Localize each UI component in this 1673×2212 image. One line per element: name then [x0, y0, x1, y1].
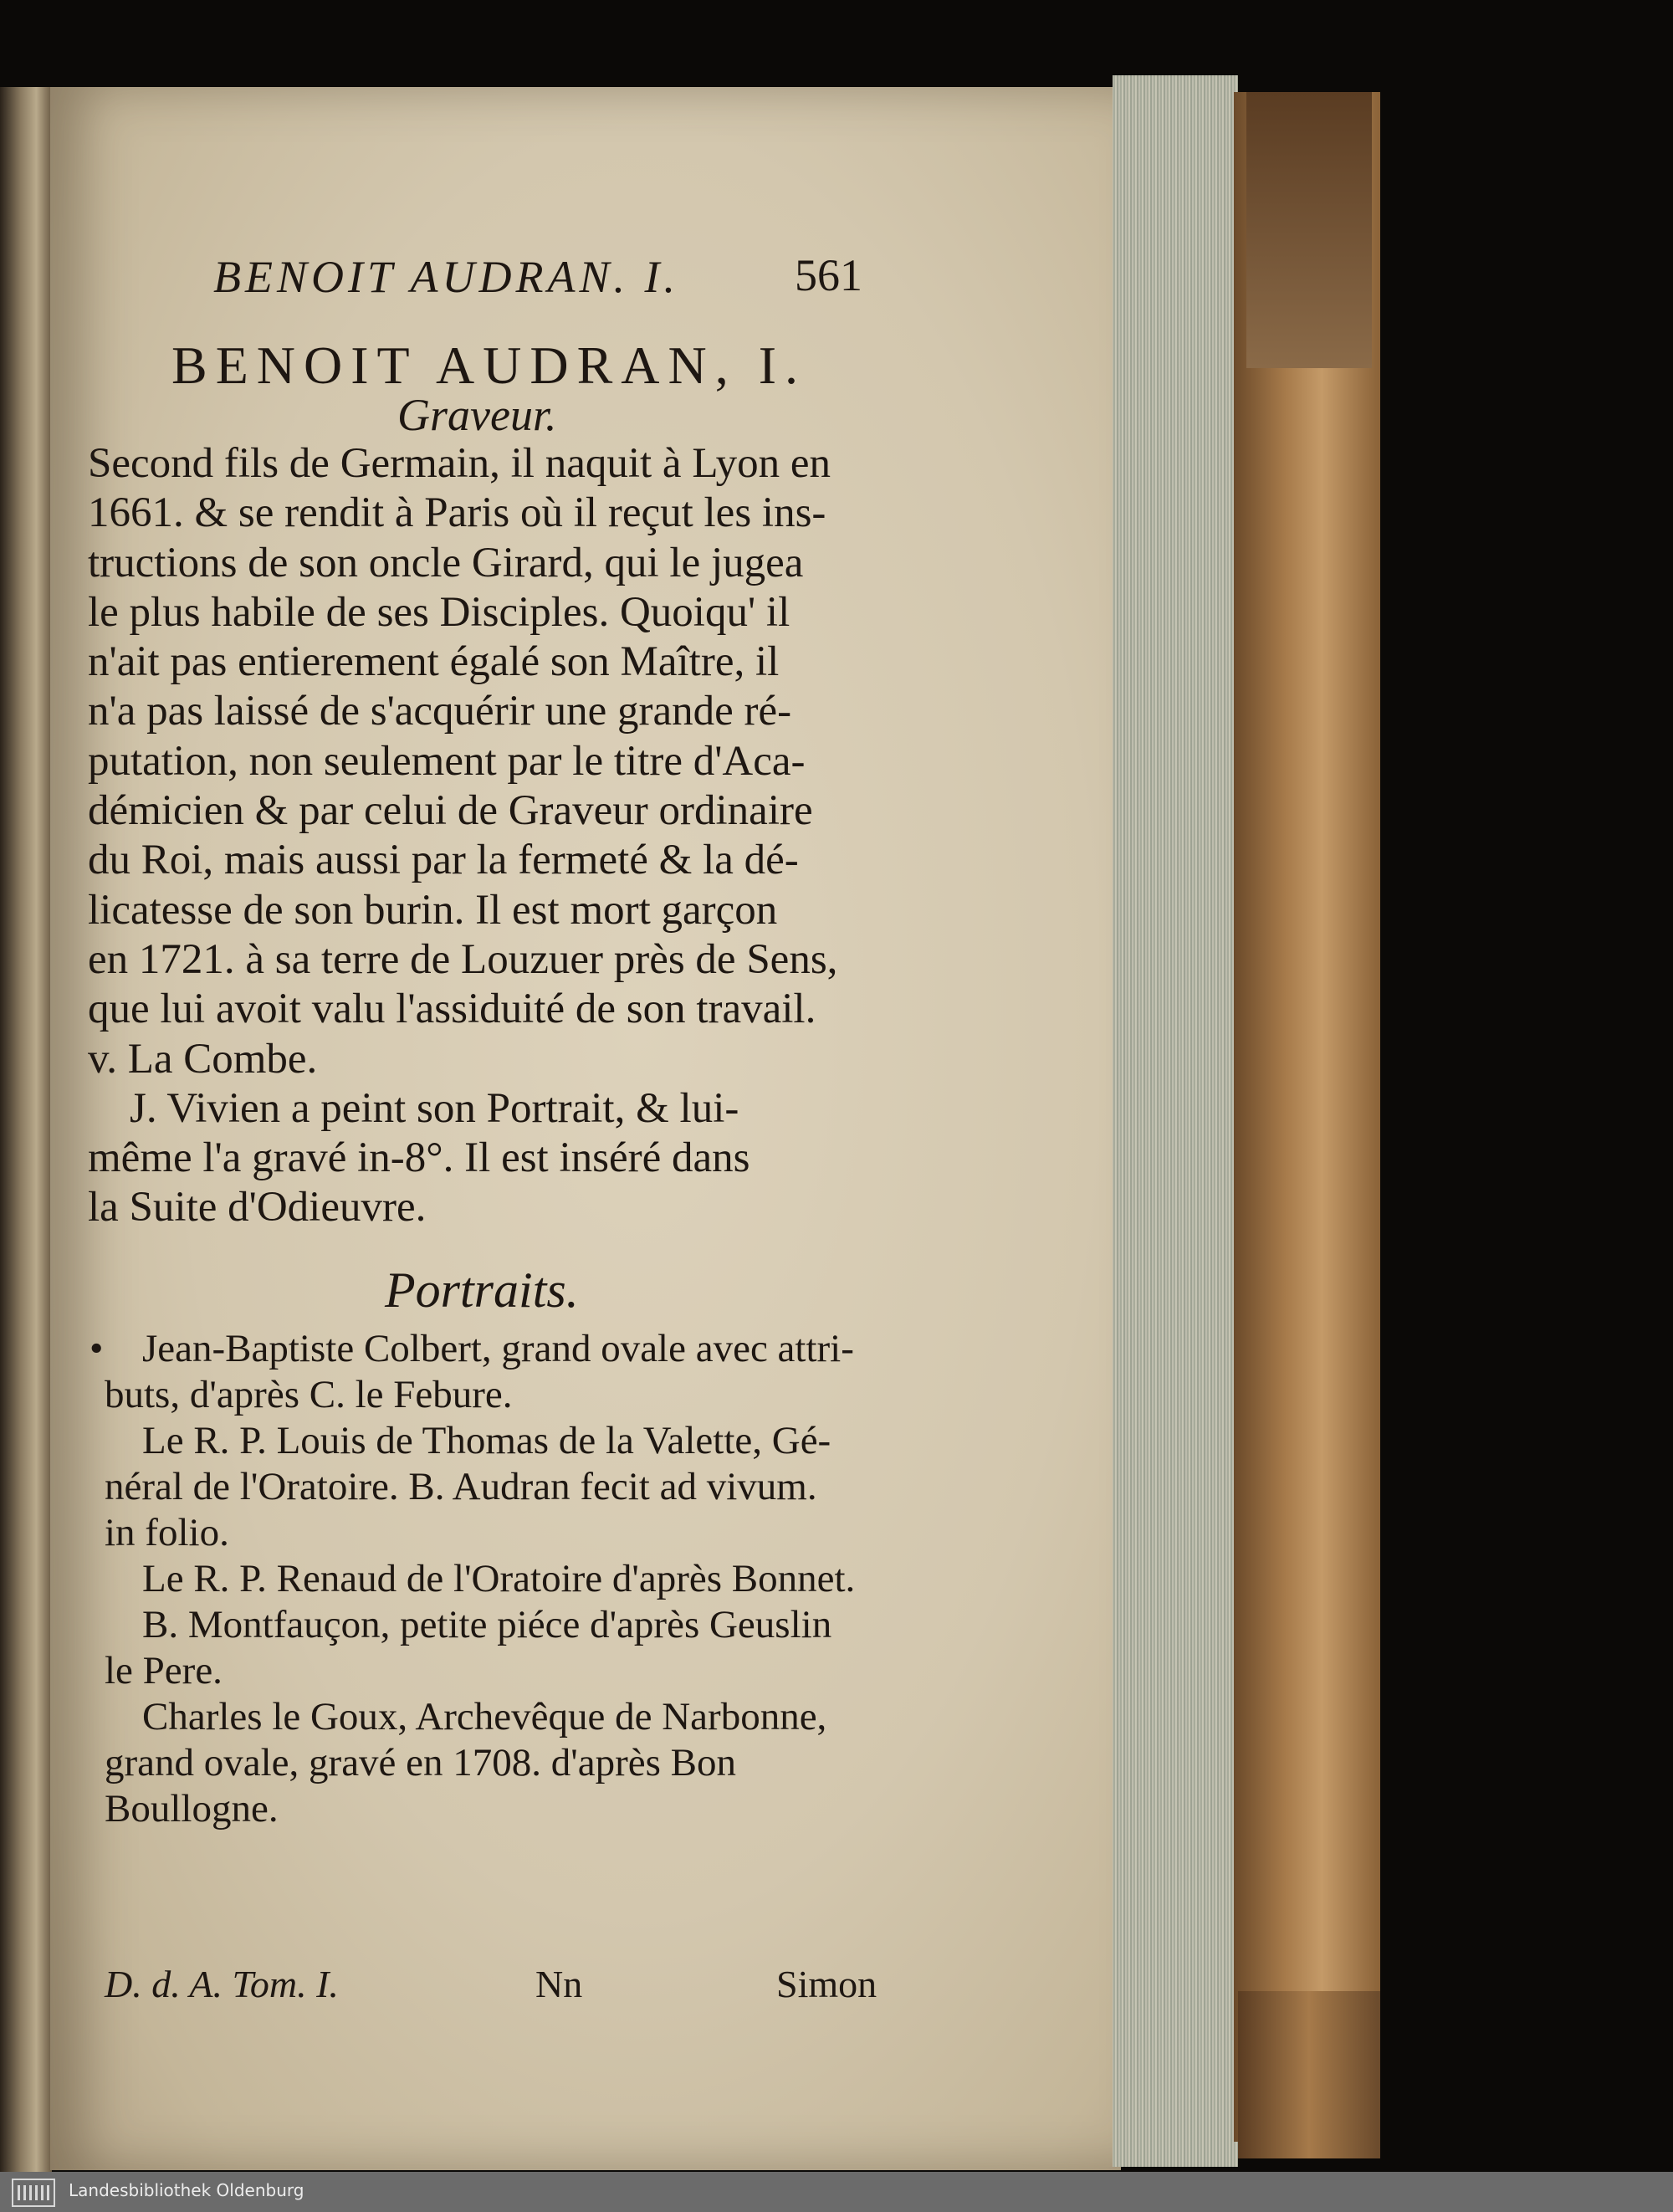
running-head-title: BENOIT AUDRAN. I. [213, 252, 679, 302]
library-logo-icon [12, 2179, 55, 2207]
facing-page-edge [0, 87, 52, 2204]
entry-title: BENOIT AUDRAN, I. [171, 335, 807, 395]
body-line: du Roi, mais aussi par la fermeté & la dé- [88, 837, 799, 884]
body-line: le plus habile de ses Disciples. Quoiqu' il [88, 588, 790, 636]
body-line: en 1721. à sa terre de Louzuer près de Sens, [88, 935, 838, 983]
book-cover-board [1234, 92, 1380, 2142]
entry-subtitle: Graveur. [397, 390, 557, 440]
portrait-line: Le R. P. Louis de Thomas de la Valette, Gé- [142, 1419, 831, 1462]
entry-body [88, 439, 866, 1233]
catchword: Simon [776, 1963, 877, 2005]
portrait-line: Le R. P. Renaud de l'Oratoire d'après Bonnet. [142, 1557, 856, 1600]
portrait-line: néral de l'Oratoire. B. Audran fecit ad vivum. [105, 1465, 817, 1508]
portrait-line: in folio. [105, 1511, 229, 1554]
portrait-line [90, 1326, 883, 1372]
body-line: v. La Combe. [88, 1035, 318, 1083]
portraits-list [90, 1326, 883, 1832]
body-line: n'ait pas entierement égalé son Maître, il [88, 638, 780, 686]
body-line: n'a pas laissé de s'acquérir une grande ré- [88, 688, 792, 735]
body-line: J. Vivien a peint son Portrait, & lui- [130, 1084, 739, 1132]
body-line: Second fils de Germain, il naquit à Lyon en [88, 440, 831, 487]
portrait-line: Boullogne. [105, 1787, 279, 1831]
portrait-line-text: Jean-Baptiste Colbert, grand ovale avec attri- [142, 1327, 854, 1370]
portrait-line: B. Montfauçon, petite piéce d'après Geuslin [142, 1603, 832, 1646]
body-line: la Suite d'Odieuvre. [88, 1184, 427, 1231]
body-line: 1661. & se rendit à Paris où il reçut les ins- [88, 489, 826, 537]
body-line: putation, non seulement par le titre d'Aca- [88, 737, 806, 785]
page-number: 561 [795, 250, 862, 300]
portraits-heading: Portraits. [385, 1262, 579, 1318]
gathering-mark: Nn [535, 1963, 583, 2005]
library-name: Landesbibliothek Oldenburg [69, 2180, 304, 2200]
portrait-line: grand ovale, gravé en 1708. d'après Bon [105, 1741, 737, 1784]
page-block-edges [1113, 75, 1238, 2167]
portrait-line: Charles le Goux, Archevêque de Narbonne, [142, 1695, 827, 1738]
portrait-line: buts, d'après C. le Febure. [105, 1373, 513, 1416]
book-cover-board-top [1246, 92, 1372, 368]
signature-mark: D. d. A. Tom. I. [105, 1963, 339, 2005]
body-line: que lui avoit valu l'assiduité de son travail. [88, 986, 816, 1033]
book-cover-board-bottom [1238, 1991, 1380, 2158]
body-line: démicien & par celui de Graveur ordinaire [88, 787, 813, 835]
bullet-mark: • [90, 1327, 104, 1370]
body-line: même l'a gravé in-8°. Il est inséré dans [88, 1134, 750, 1182]
portrait-line: le Pere. [105, 1649, 223, 1692]
body-line: tructions de son oncle Girard, qui le jugea [88, 539, 804, 586]
body-line: licatesse de son burin. Il est mort garçon [88, 886, 778, 934]
